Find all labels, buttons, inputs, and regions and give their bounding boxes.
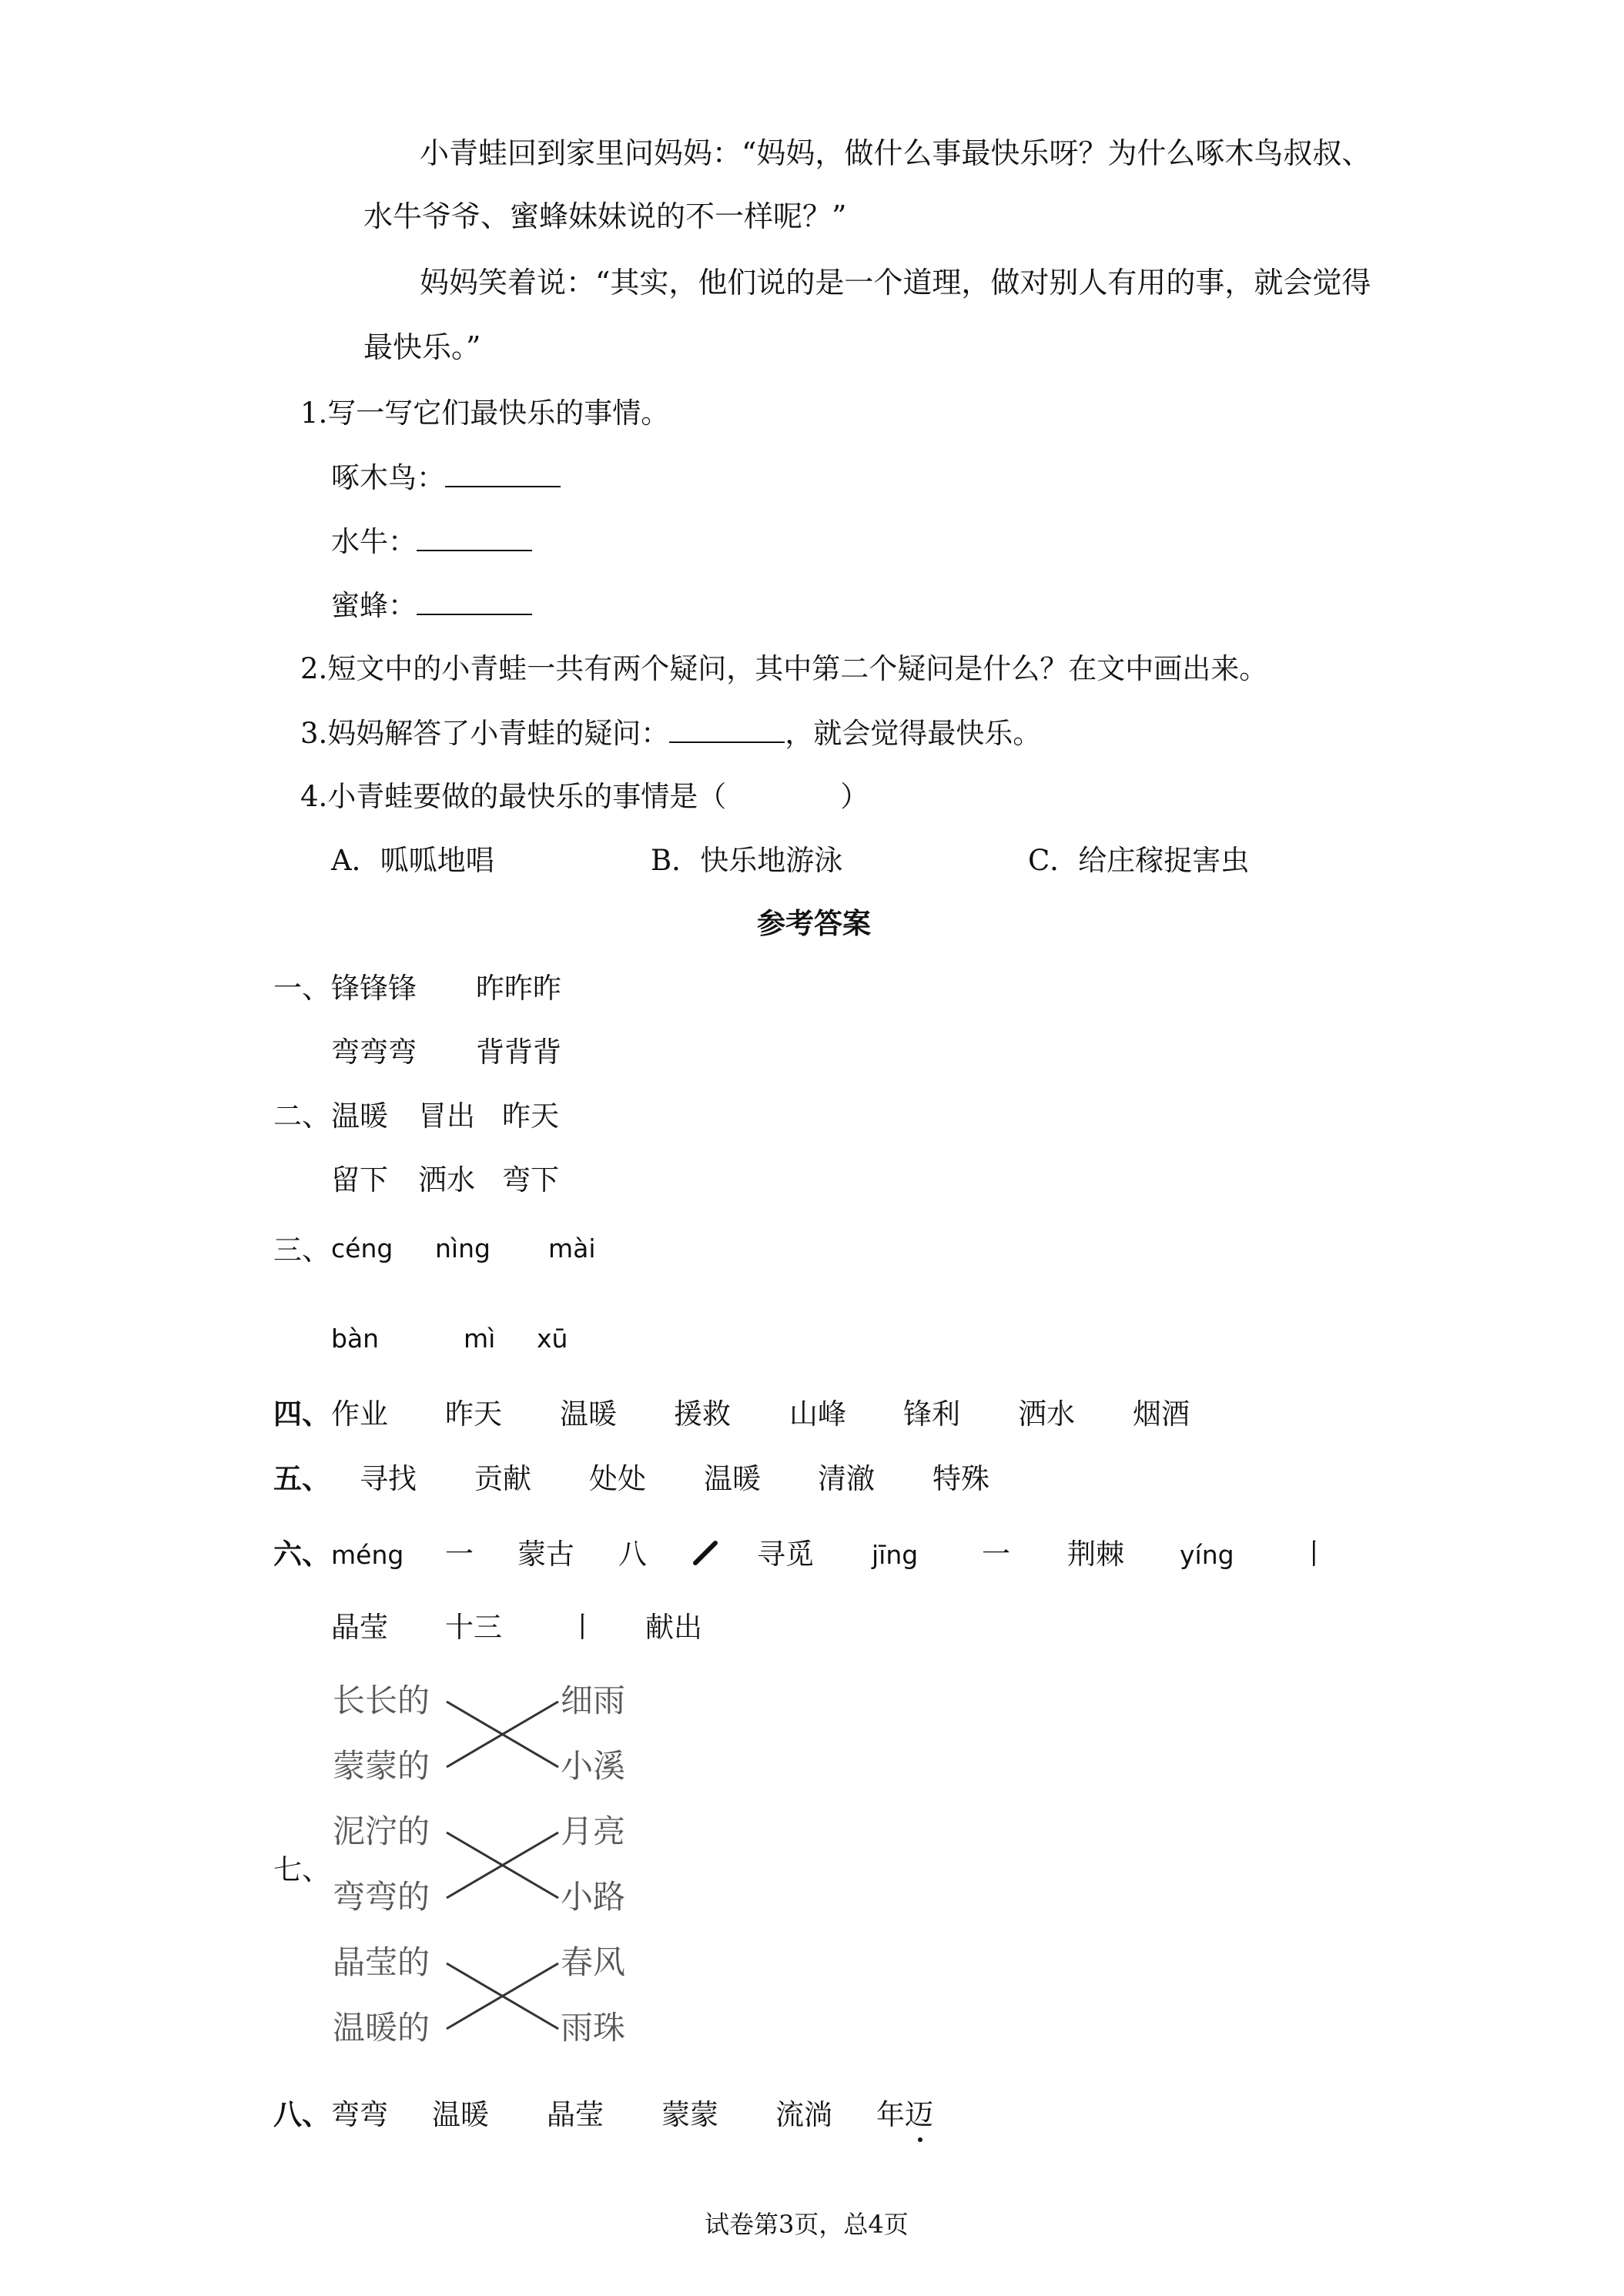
answer-item: 作业 bbox=[331, 1397, 388, 1431]
answer-item: 一 bbox=[982, 1538, 1010, 1571]
pinyin-item: bàn bbox=[331, 1324, 380, 1354]
question-3: 3.妈妈解答了小青蛙的疑问： ，就会觉得最快乐。 bbox=[300, 717, 1042, 750]
answer-item: 献出 bbox=[645, 1611, 702, 1644]
answer-blank[interactable] bbox=[417, 527, 532, 551]
answer-item: 弯弯弯 bbox=[331, 1036, 417, 1069]
section-label: 四、 bbox=[273, 1397, 330, 1431]
answer-item: 弯弯 bbox=[331, 2098, 388, 2131]
question-1-item: 蜜蜂： bbox=[331, 591, 532, 620]
pinyin-item: mì bbox=[464, 1324, 496, 1354]
answer-item: 弯下 bbox=[502, 1163, 559, 1197]
match-left: 弯弯的 bbox=[333, 1878, 430, 1916]
answer-item: 留下 bbox=[331, 1163, 388, 1197]
pinyin-item: nìng bbox=[435, 1233, 491, 1263]
match-left: 晶莹的 bbox=[333, 1943, 430, 1981]
answer-item: 晶莹 bbox=[547, 2098, 604, 2131]
pinyin-item: méng bbox=[331, 1540, 404, 1570]
passage-line: 小青蛙回到家里问妈妈：“妈妈，做什么事最快乐呀？为什么啄木鸟叔叔、 bbox=[420, 136, 1371, 170]
option-c[interactable]: C．给庄稼捉害虫 bbox=[1028, 844, 1250, 877]
answer-item: 特殊 bbox=[933, 1462, 989, 1495]
answer-item: 丨 bbox=[1300, 1538, 1328, 1571]
question-1: 1.写一写它们最快乐的事情。 bbox=[300, 397, 670, 430]
section-label: 二、 bbox=[273, 1099, 330, 1133]
answer-item: 蒙古 bbox=[517, 1538, 574, 1571]
answer-item: 背背背 bbox=[476, 1036, 561, 1069]
answer-item: 援救 bbox=[674, 1397, 731, 1431]
answer-item: 丨 bbox=[568, 1611, 597, 1644]
answer-item: 年迈 bbox=[876, 2098, 933, 2131]
answer-item: 八 bbox=[618, 1538, 647, 1571]
match-line bbox=[447, 1963, 558, 2029]
answer-item: 烟酒 bbox=[1133, 1397, 1190, 1431]
answer-item: 锋利 bbox=[903, 1397, 960, 1431]
match-left: 蒙蒙的 bbox=[333, 1747, 430, 1785]
answer-item: 蒙蒙 bbox=[661, 2098, 718, 2131]
match-right: 小路 bbox=[561, 1878, 626, 1916]
answer-item: 温暖 bbox=[331, 1099, 388, 1133]
stroke-pie-icon bbox=[689, 1540, 720, 1568]
answer-item: 清澈 bbox=[818, 1462, 875, 1495]
answer-item: 一 bbox=[445, 1538, 474, 1571]
match-line bbox=[447, 1832, 558, 1898]
match-line bbox=[447, 1702, 558, 1767]
answers-title: 参考答案 bbox=[757, 906, 871, 940]
answer-item: 温暖 bbox=[704, 1462, 761, 1495]
section-label: 八、 bbox=[273, 2097, 330, 2131]
answer-item: 昨天 bbox=[502, 1099, 559, 1133]
answer-item: 温暖 bbox=[432, 2098, 489, 2131]
question-1-item: 水牛： bbox=[331, 527, 532, 556]
answer-item: 昨天 bbox=[445, 1397, 502, 1431]
option-a[interactable]: A．呱呱地唱 bbox=[331, 844, 494, 877]
question-1-item: 啄木鸟： bbox=[331, 463, 561, 492]
option-b[interactable]: B．快乐地游泳 bbox=[651, 844, 843, 877]
pinyin-item: xū bbox=[537, 1324, 568, 1354]
match-right: 春风 bbox=[561, 1943, 626, 1981]
question-4: 4.小青蛙要做的最快乐的事情是（ ） bbox=[300, 780, 869, 813]
question-2: 2.短文中的小青蛙一共有两个疑问，其中第二个疑问是什么？在文中画出来。 bbox=[300, 652, 1268, 685]
page-footer: 试卷第3页，总4页 bbox=[705, 2210, 909, 2239]
answer-item: 洒水 bbox=[418, 1163, 475, 1197]
match-right: 月亮 bbox=[561, 1812, 626, 1850]
match-line bbox=[447, 1702, 558, 1767]
pinyin-item: jīng bbox=[872, 1540, 919, 1570]
passage-line: 水牛爷爷、蜜蜂妹妹说的不一样呢？” bbox=[363, 199, 847, 233]
answer-item: 锋锋锋 bbox=[331, 972, 417, 1005]
answer-item: 流淌 bbox=[775, 2098, 832, 2131]
answer-item: 处处 bbox=[589, 1462, 646, 1495]
pinyin-item: yíng bbox=[1180, 1540, 1234, 1570]
answer-item: 寻找 bbox=[360, 1462, 417, 1495]
answer-item: 山峰 bbox=[789, 1397, 846, 1431]
match-right: 小溪 bbox=[561, 1747, 626, 1785]
answer-item: 寻觅 bbox=[757, 1538, 814, 1571]
answer-item: 荆棘 bbox=[1067, 1538, 1124, 1571]
answer-blank[interactable] bbox=[445, 463, 561, 487]
passage-line: 最快乐。” bbox=[363, 330, 481, 364]
answer-item: 贡献 bbox=[474, 1462, 531, 1495]
match-connectors bbox=[447, 1702, 558, 2029]
match-line bbox=[447, 1832, 558, 1898]
answer-item: 晶莹 bbox=[331, 1611, 388, 1644]
pinyin-item: mài bbox=[548, 1233, 596, 1263]
pinyin-item: céng bbox=[331, 1233, 393, 1263]
match-left: 泥泞的 bbox=[333, 1812, 430, 1850]
answer-item: 洒水 bbox=[1018, 1397, 1075, 1431]
section-label: 六、 bbox=[273, 1537, 330, 1571]
match-right: 雨珠 bbox=[561, 2009, 626, 2047]
answer-blank[interactable] bbox=[417, 591, 532, 615]
answer-item: 昨昨昨 bbox=[476, 972, 561, 1005]
answer-item: 冒出 bbox=[418, 1099, 475, 1133]
match-right: 细雨 bbox=[561, 1682, 626, 1719]
emphasis-dot bbox=[918, 2137, 922, 2142]
match-left: 长长的 bbox=[333, 1682, 430, 1719]
passage-line: 妈妈笑着说：“其实，他们说的是一个道理，做对别人有用的事，就会觉得 bbox=[420, 266, 1371, 300]
match-line bbox=[447, 1963, 558, 2029]
match-left: 温暖的 bbox=[333, 2009, 430, 2047]
section-label: 五、 bbox=[273, 1461, 330, 1495]
answer-item: 温暖 bbox=[560, 1397, 617, 1431]
section-label: 三、 bbox=[273, 1233, 330, 1267]
answer-item: 十三 bbox=[445, 1611, 502, 1644]
answer-blank[interactable] bbox=[669, 718, 785, 743]
section-label: 一、 bbox=[273, 972, 330, 1005]
section-label: 七、 bbox=[273, 1853, 330, 1886]
